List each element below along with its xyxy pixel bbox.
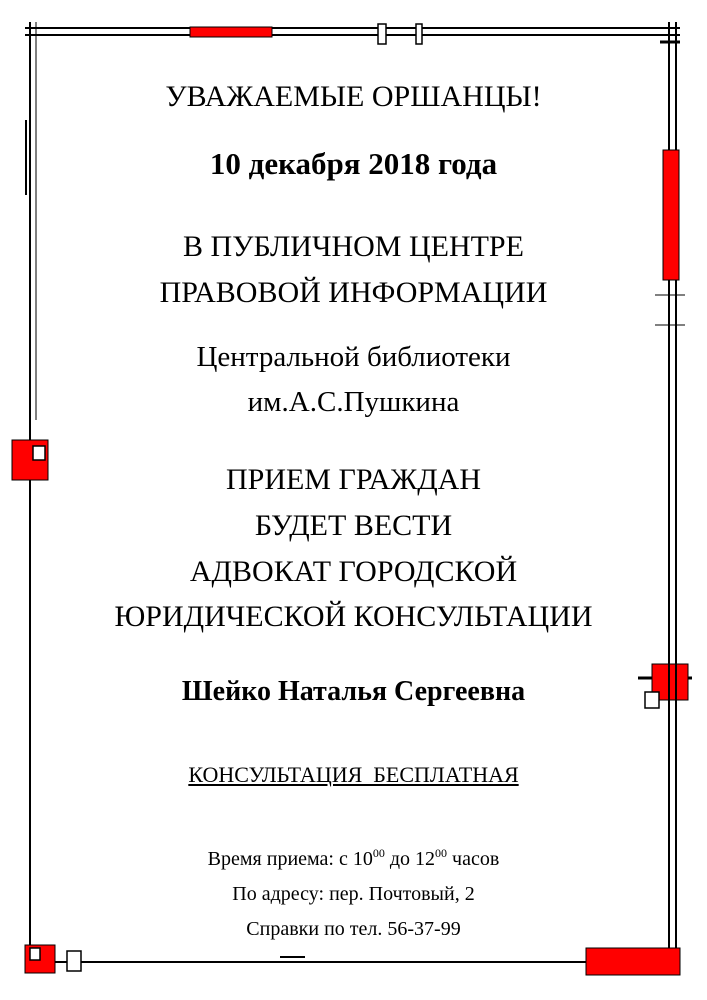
reception-hours bbox=[0, 846, 707, 870]
venue-line-2: ПРАВОВОЙ ИНФОРМАЦИИ bbox=[159, 276, 548, 309]
library-line-1: Центральной библиотеки bbox=[196, 341, 511, 373]
venue-line-1: В ПУБЛИЧНОМ ЦЕНТРЕ bbox=[183, 230, 524, 263]
hours-middle: до 12 bbox=[384, 848, 436, 870]
hours-suffix: часов bbox=[447, 848, 500, 870]
announcement-line-4: ЮРИДИЧЕСКОЙ КОНСУЛЬТАЦИИ bbox=[114, 600, 593, 633]
hours-to-minutes: 00 bbox=[435, 846, 448, 860]
free-consultation-note: КОНСУЛЬТАЦИЯ БЕСПЛАТНАЯ bbox=[188, 762, 519, 787]
event-date: 10 декабря 2018 года bbox=[209, 146, 498, 181]
address: По адресу: пер. Почтовый, 2 bbox=[232, 883, 475, 905]
library-line-2: им.А.С.Пушкина bbox=[247, 386, 460, 418]
announcement-line-1: ПРИЕМ ГРАЖДАН bbox=[225, 463, 482, 496]
announcement-line-2: БУДЕТ ВЕСТИ bbox=[254, 509, 453, 542]
announcement-line-3: АДВОКАТ ГОРОДСКОЙ bbox=[189, 555, 518, 588]
greeting-heading: УВАЖАЕМЫЕ ОРШАНЦЫ! bbox=[165, 80, 542, 113]
hours-from-minutes: 00 bbox=[372, 846, 385, 860]
hours-prefix: Время приема: с 10 bbox=[207, 848, 373, 870]
lawyer-name: Шейко Наталья Сергеевна bbox=[181, 676, 526, 707]
phone-info: Справки по тел. 56-37-99 bbox=[246, 918, 461, 940]
